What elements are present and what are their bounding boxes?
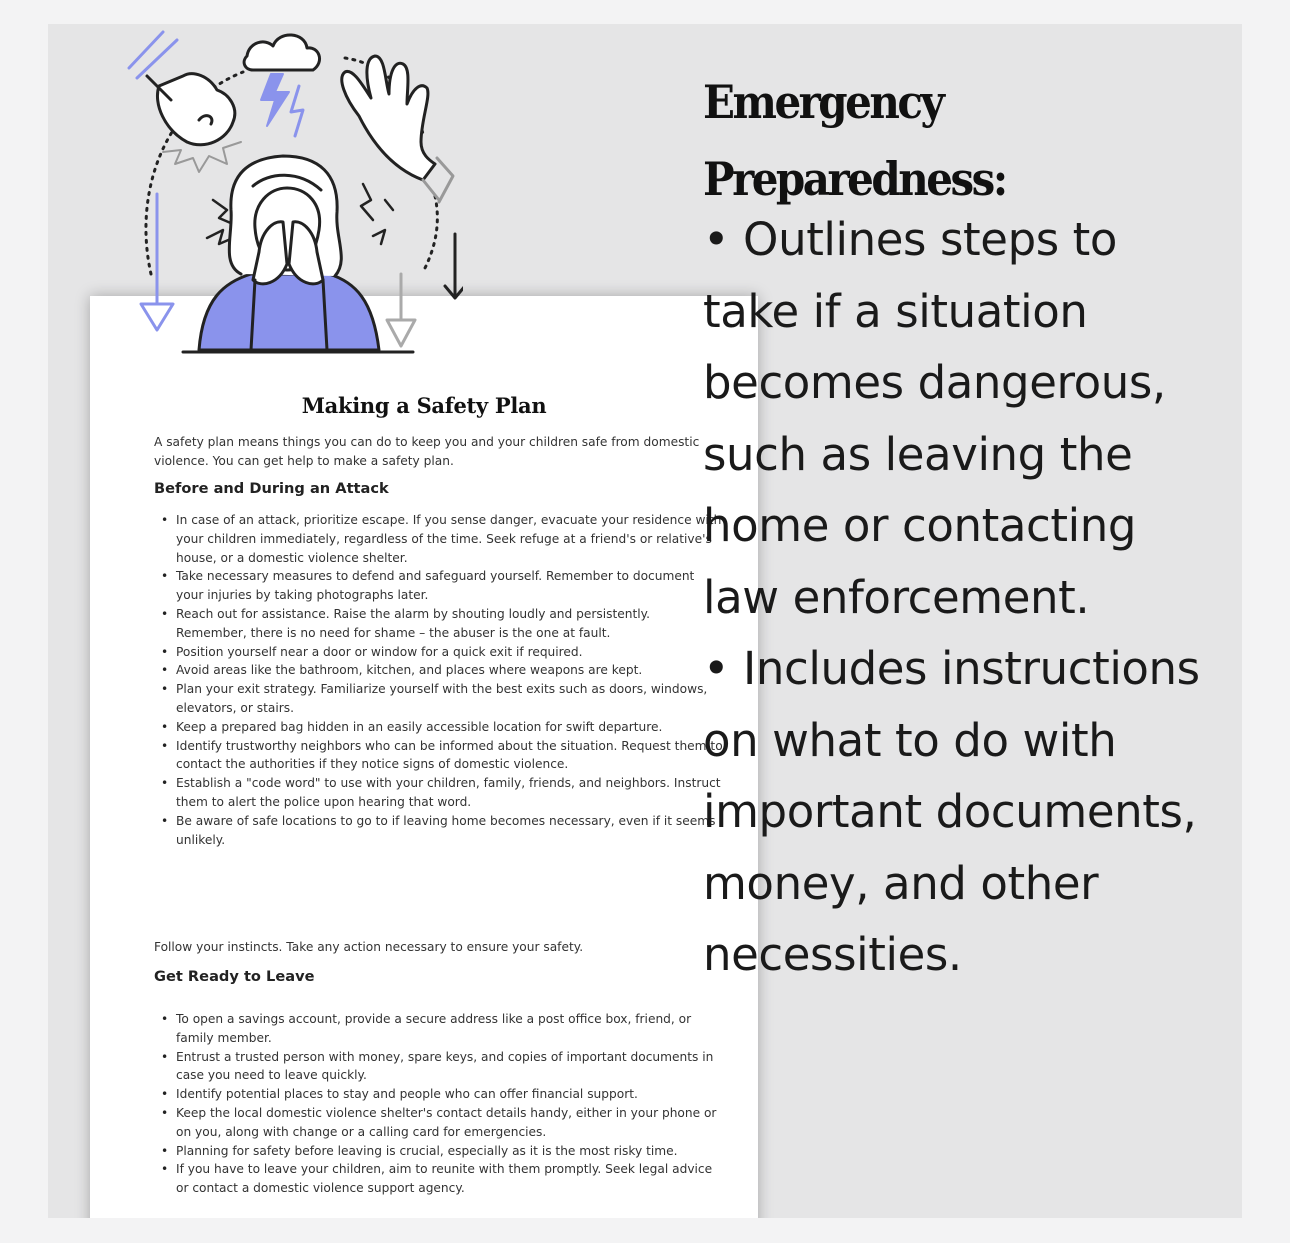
list-item: • Identify trustworthy neighbors who can be informed about the situation. Request them to contact the authorities if they notice signs of domestic violence. <box>176 737 724 775</box>
down-arrow-icon <box>387 274 415 346</box>
lightning-icon <box>261 74 303 136</box>
list-item: • Take necessary measures to defend and safeguard yourself. Remember to document your injuries by taking photographs later. <box>176 567 724 605</box>
section-list-get-ready <box>176 1010 724 1198</box>
list-item: • To open a savings account, provide a secure address like a post office box, friend, or family member. <box>176 1010 724 1048</box>
section-heading-get-ready: Get Ready to Leave <box>154 968 315 985</box>
list-item: • If you have to leave your children, aim to reunite with them promptly. Seek legal advice or contact a domestic violence support agency. <box>176 1160 724 1198</box>
list-item: • Entrust a trusted person with money, spare keys, and copies of important documents in case you need to leave quickly. <box>176 1048 724 1086</box>
document-intro: A safety plan means things you can do to keep you and your children safe from domestic violence. You can get help to make a safety plan. <box>154 435 700 468</box>
open-hand-icon <box>342 56 453 202</box>
down-arrow-icon <box>445 234 463 298</box>
feature-description <box>703 64 1223 991</box>
section-heading-before-during: Before and During an Attack <box>154 480 389 497</box>
feature-heading: Emergency Preparedness: <box>703 75 1006 206</box>
dotted-arc <box>423 196 437 272</box>
list-item: • Keep the local domestic violence shelter's contact details handy, either in your phone or on you, along with change or a calling card for emergencies. <box>176 1104 724 1142</box>
domestic-violence-illustration <box>123 24 463 364</box>
section-list-before-during <box>176 511 724 849</box>
list-item: • Plan your exit strategy. Familiarize yourself with the best exits such as doors, windows, elevators, or stairs. <box>176 680 724 718</box>
list-item: • Avoid areas like the bathroom, kitchen, and places where weapons are kept. <box>176 661 724 680</box>
distressed-woman-icon <box>183 156 413 352</box>
list-item: • Be aware of safe locations to go to if leaving home becomes necessary, even if it seems unlikely. <box>176 812 724 850</box>
down-arrow-icon <box>141 194 173 330</box>
list-item: • Keep a prepared bag hidden in an easily accessible location for swift departure. <box>176 718 724 737</box>
list-item: • Establish a "code word" to use with your children, family, friends, and neighbors. Instruct them to alert the police upon hearing that word. <box>176 774 724 812</box>
storm-cloud-icon <box>244 35 319 70</box>
follow-instincts-text: Follow your instincts. Take any action necessary to ensure your safety. <box>154 940 584 954</box>
feature-bullet: • Includes instructions on what to do with important documents, money, and other necessities. <box>703 642 1200 981</box>
list-item: • Reach out for assistance. Raise the alarm by shouting loudly and persistently. Remember, there is no need for shame – the abuser is the one at fault. <box>176 605 724 643</box>
list-item: • Identify potential places to stay and people who can offer financial support. <box>176 1085 724 1104</box>
canvas <box>48 24 1242 1218</box>
feature-bullet: • Outlines steps to take if a situation becomes dangerous, such as leaving the home or contacting law enforcement. <box>703 213 1166 624</box>
list-item: • In case of an attack, prioritize escape. If you sense danger, evacuate your residence with your children immediately, regardless of the time. Seek refuge at a friend's or relative's house, or a domestic violence shelter. <box>176 511 724 567</box>
list-item: • Position yourself near a door or window for a quick exit if required. <box>176 643 724 662</box>
document-title: Making a Safety Plan <box>301 393 547 418</box>
list-item: • Planning for safety before leaving is crucial, especially as it is the most risky time. <box>176 1142 724 1161</box>
fist-icon <box>129 32 235 145</box>
impact-burst-icon <box>163 142 241 172</box>
document-page <box>90 296 758 1218</box>
